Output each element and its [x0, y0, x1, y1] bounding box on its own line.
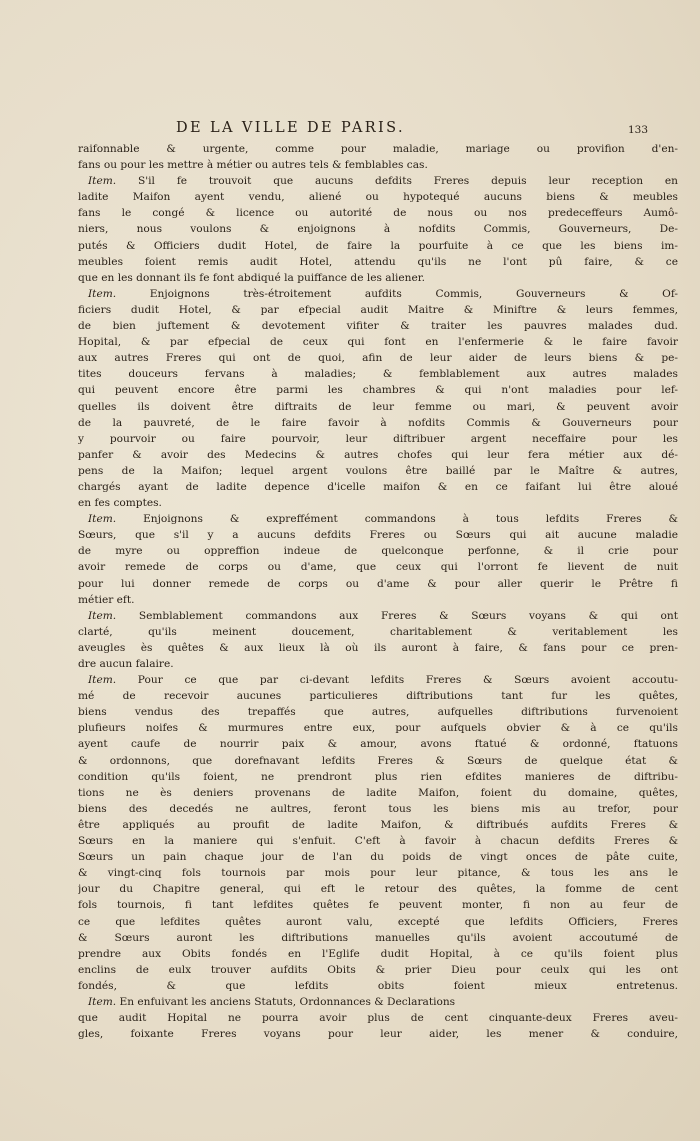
text-line: ayent caufe de nourrir paix & amour, avons ftatué & ordonné, ftatuons — [78, 738, 678, 751]
text-line: ficiers dudit Hotel, & par efpecial audit Maitre & Miniftre & leurs femmes, — [78, 303, 678, 316]
text-line: tions ne ès deniers provenans de ladite Maifon, foient du domaine, quêtes, — [78, 786, 678, 799]
text-line: aux autres Freres qui ont de quoi, afin de leur aider de leurs biens & pe- — [78, 352, 678, 365]
text-line: que en les donnant ils fe font abdiqué la puiffance de les aliener. — [78, 271, 426, 284]
text-line: ce que lefdites quêtes auront valu, excepté que lefdits Officiers, Freres — [78, 915, 678, 928]
body-text — [78, 141, 678, 1042]
text-line: & ordonnons, que dorefnavant lefdits Freres & Sœurs de quelque état & — [78, 754, 678, 767]
text-line: fans ou pour les mettre à métier ou autres tels & femblables cas. — [78, 159, 428, 172]
text-line: fans le congé & licence ou autorité de nous ou nos predeceffeurs Aumô- — [78, 207, 678, 220]
text-line: Sœurs en la maniere qui s'enfuit. C'eft à favoir à chacun defdits Freres & — [78, 835, 678, 848]
text-line: avoir remede de corps ou d'ame, que ceux qui l'orront fe lievent de nuit — [78, 561, 678, 574]
text-line: putés & Officiers dudit Hotel, de faire la pourfuite à ce que les biens im- — [78, 239, 678, 252]
text-line: dre aucun falaire. — [78, 658, 174, 670]
text-line: biens vendus des trepaffés que autres, aufquelles diftributions furvenoient — [78, 706, 678, 719]
text-line: chargés ayant de ladite depence d'icelle maifon & en ce faifant lui être aloué — [78, 480, 678, 493]
text-line: fols tournois, fi tant lefdites quêtes fe peuvent monter, fi non au feur de — [78, 899, 678, 912]
text-line: gles, foixante Freres voyans pour leur aider, les mener & conduire, — [78, 1028, 678, 1041]
text-line: Sœurs un pain chaque jour de l'an du poids de vingt onces de pâte cuite, — [78, 851, 678, 864]
text-line: condition qu'ils foient, ne prendront plus rien efdites manieres de diftribu- — [78, 770, 678, 783]
text-line: raifonnable & urgente, comme pour maladie, mariage ou provifion d'en- — [78, 143, 678, 155]
text-line: tites douceurs fervans à maladies; & femblablement aux autres malades — [78, 368, 678, 381]
text-line: prendre aux Obits fondés en l'Eglife dudit Hopital, à ce qu'ils foient plus — [78, 947, 678, 960]
text-line: enclins de eulx trouver aufdits Obits & prier Dieu pour ceulx qui les ont — [78, 963, 678, 976]
text-line: niers, nous voulons & enjoignons à nofdits Commis, Gouverneurs, De- — [78, 223, 678, 236]
text-line: y pourvoir ou faire pourvoir, leur diftribuer argent neceffaire pour les — [78, 432, 678, 445]
text-line: jour du Chapitre general, qui eft le retour des quêtes, la fomme de cent — [78, 883, 678, 896]
text-line: de myre ou oppreffion indeue de quelconque perfonne, & il crie pour — [78, 545, 678, 558]
text-line: Item. Enjoignons très-étroitement aufdits Commis, Gouverneurs & Of- — [88, 287, 678, 300]
text-line: ladite Maifon ayent vendu, aliené ou hypotequé aucuns biens & meubles — [78, 191, 678, 204]
text-line: de la pauvreté, de le faire favoir à nofdits Commis & Gouverneurs pour — [78, 416, 678, 429]
text-line: métier eft. — [78, 593, 135, 606]
running-title: DE LA VILLE DE PARIS. — [176, 120, 405, 136]
text-line: meubles foient remis audit Hotel, attendu qu'ils ne l'ont pû faire, & ce — [78, 255, 678, 268]
text-line: panfer & avoir des Medecins & autres chofes qui leur fera métier aux dé- — [78, 448, 678, 461]
text-line: en fes comptes. — [78, 497, 162, 510]
text-line: Item. S'il fe trouvoit que aucuns defdits Freres depuis leur reception en — [88, 175, 678, 188]
text-line: Sœurs, que s'il y a aucuns defdits Freres ou Sœurs qui ait aucune maladie — [78, 529, 678, 542]
page-number: 133 — [628, 124, 649, 136]
text-line: Item. En enfuivant les anciens Statuts, Ordonnances & Declarations — [88, 995, 456, 1008]
text-line: clarté, qu'ils meinent doucement, charitablement & veritablement les — [78, 625, 678, 638]
text-line: Item. Enjoignons & expreffément commandons à tous lefdits Freres & — [88, 513, 678, 526]
text-line: mé de recevoir aucunes particulieres diftributions tant fur les quêtes, — [78, 690, 678, 703]
text-line: être appliqués au proufit de ladite Maifon, & diftribués aufdits Freres & — [78, 818, 678, 831]
text-line: & vingt-cinq fols tournois par mois pour leur pitance, & tous les ans le — [78, 867, 678, 880]
text-line: plufieurs noifes & murmures entre eux, pour aufquels obvier & à ce qu'ils — [78, 722, 678, 735]
text-line: que audit Hopital ne pourra avoir plus de cent cinquante-deux Freres aveu- — [78, 1012, 678, 1025]
running-head — [78, 120, 678, 142]
text-line: Hopital, & par efpecial de ceux qui font en l'enfermerie & le faire favoir — [78, 336, 678, 349]
text-line: pens de la Maifon; lequel argent voulons être baillé par le Maître & autres, — [78, 464, 678, 477]
text-line: Item. Semblablement commandons aux Freres & Sœurs voyans & qui ont — [88, 609, 678, 622]
text-line: de bien juftement & devotement vifiter & traiter les pauvres malades dud. — [78, 320, 678, 333]
text-line: quelles ils doivent être diftraits de leur femme ou mari, & peuvent avoir — [78, 400, 678, 413]
text-line: qui peuvent encore être parmi les chambres & qui n'ont maladies pour lef- — [78, 384, 678, 397]
text-line: pour lui donner remede de corps ou d'ame & pour aller querir le Prêtre fi — [78, 577, 678, 590]
text-line: & Sœurs auront les diftributions manuelles qu'ils avoient accoutumé de — [78, 931, 678, 944]
text-line: aveugles ès quêtes & aux lieux là où ils auront à faire, & fans pour ce pren- — [78, 641, 678, 654]
text-line: biens des decedés ne aultres, feront tous les biens mis au trefor, pour — [78, 802, 678, 815]
text-line: fondés, & que lefdits obits foient mieux entretenus. — [78, 979, 678, 992]
text-line: Item. Pour ce que par ci-devant lefdits Freres & Sœurs avoient accoutu- — [88, 674, 678, 687]
